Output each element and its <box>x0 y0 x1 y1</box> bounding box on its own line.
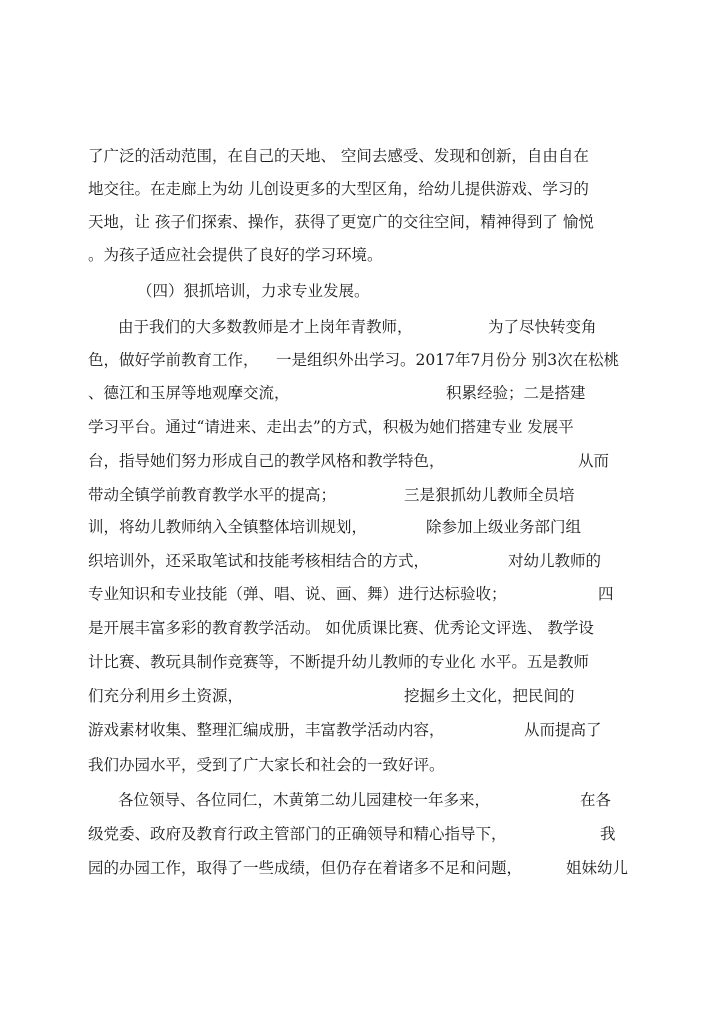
text-segment: 从而 <box>578 452 610 470</box>
text-line <box>0 681 720 711</box>
text-line <box>0 378 720 408</box>
text-segment: 带动全镇学前教育教学水平的提高； <box>88 486 337 504</box>
text-segment: 地交往。在走廊上为幼 儿创设更多的大型区角，给幼儿提供游戏、学习的 <box>88 180 589 198</box>
text-line <box>0 446 720 476</box>
text-segment: 是开展丰富多彩的教育教学活动。 如优质课比赛、优秀论文评选、 教学设 <box>88 619 594 637</box>
text-segment: 从而提高了 <box>524 721 602 739</box>
text-line <box>0 819 720 849</box>
text-segment: 除参加上级业务部门组 <box>426 518 582 536</box>
text-segment: 四 <box>598 585 614 603</box>
text-segment: 园的办园工作，取得了一些成绩，但仍存在着诸多不足和问题， <box>88 859 523 877</box>
text-segment: 级党委、政府及教育行政主管部门的正确领导和精心指导下， <box>88 825 507 843</box>
section-heading <box>0 276 720 306</box>
text-line <box>0 312 720 342</box>
text-line <box>0 512 720 542</box>
text-segment: 各位领导、各位同仁，木黄第二幼儿园建校一年多来， <box>118 791 491 809</box>
text-line <box>0 480 720 510</box>
text-segment: 对幼儿教师的 <box>508 552 602 570</box>
text-segment: 一是组织外出学习。2017年7月份分 别3次在松桃 <box>276 351 620 369</box>
text-line <box>0 853 720 883</box>
text-line <box>0 579 720 609</box>
text-segment: 为了尽快转变角 <box>488 318 597 336</box>
text-segment: 训，将幼儿教师纳入全镇整体培训规划， <box>88 518 368 536</box>
text-segment: 挖掘乡土文化，把民间的 <box>404 687 575 705</box>
text-line <box>0 345 720 375</box>
text-line <box>0 785 720 815</box>
text-segment: 色，做好学前教育工作， <box>88 351 259 369</box>
text-segment: 在各 <box>580 791 612 809</box>
text-segment: 三是狠抓幼儿教师全员培 <box>404 486 575 504</box>
text-segment: 台，指导她们努力形成自己的教学风格和教学特色， <box>88 452 445 470</box>
text-line <box>0 174 720 204</box>
text-line <box>0 207 720 237</box>
text-line <box>0 750 720 780</box>
text-line <box>0 412 720 442</box>
text-segment: 。为孩子适应社会提供了良好的学习环境。 <box>88 246 383 264</box>
section-heading-text: （四）狠抓培训，力求专业发展。 <box>137 282 370 300</box>
text-segment: 了广泛的活动范围，在自己的天地、 空间去感受、发现和创新，自由自在 <box>88 147 589 165</box>
text-line <box>0 141 720 171</box>
text-segment: 姐妹幼儿 <box>566 859 629 877</box>
text-line <box>0 715 720 745</box>
text-segment: 织培训外，还采取笔试和技能考核相结合的方式， <box>88 552 430 570</box>
text-line <box>0 613 720 643</box>
text-segment: 学习平台。通过“请进来、走出去”的方式，积极为她们搭建专业 发展平 <box>88 418 574 436</box>
text-segment: 由于我们的大多数教师是才上岗年青教师， <box>118 318 413 336</box>
text-segment: 们充分利用乡土资源， <box>88 687 244 705</box>
text-segment: 专业知识和专业技能（弹、唱、说、画、舞）进行达标验收； <box>88 585 507 603</box>
text-segment: 游戏素材收集、整理汇编成册，丰富教学活动内容， <box>88 721 445 739</box>
text-line <box>0 647 720 677</box>
text-line <box>0 240 720 270</box>
text-segment: 天地，让 孩子们探索、操作，获得了更宽广的交往空间，精神得到了 愉悦 <box>88 213 594 231</box>
text-segment: 积累经验；二是搭建 <box>446 384 586 402</box>
text-segment: 、德江和玉屏等地观摩交流， <box>88 384 290 402</box>
text-segment: 我 <box>600 825 616 843</box>
text-segment: 计比赛、教玩具制作竞赛等，不断提升幼儿教师的专业化 水平。五是教师 <box>88 653 589 671</box>
text-line <box>0 546 720 576</box>
text-segment: 我们办园水平，受到了广大家长和社会的一致好评。 <box>88 756 445 774</box>
